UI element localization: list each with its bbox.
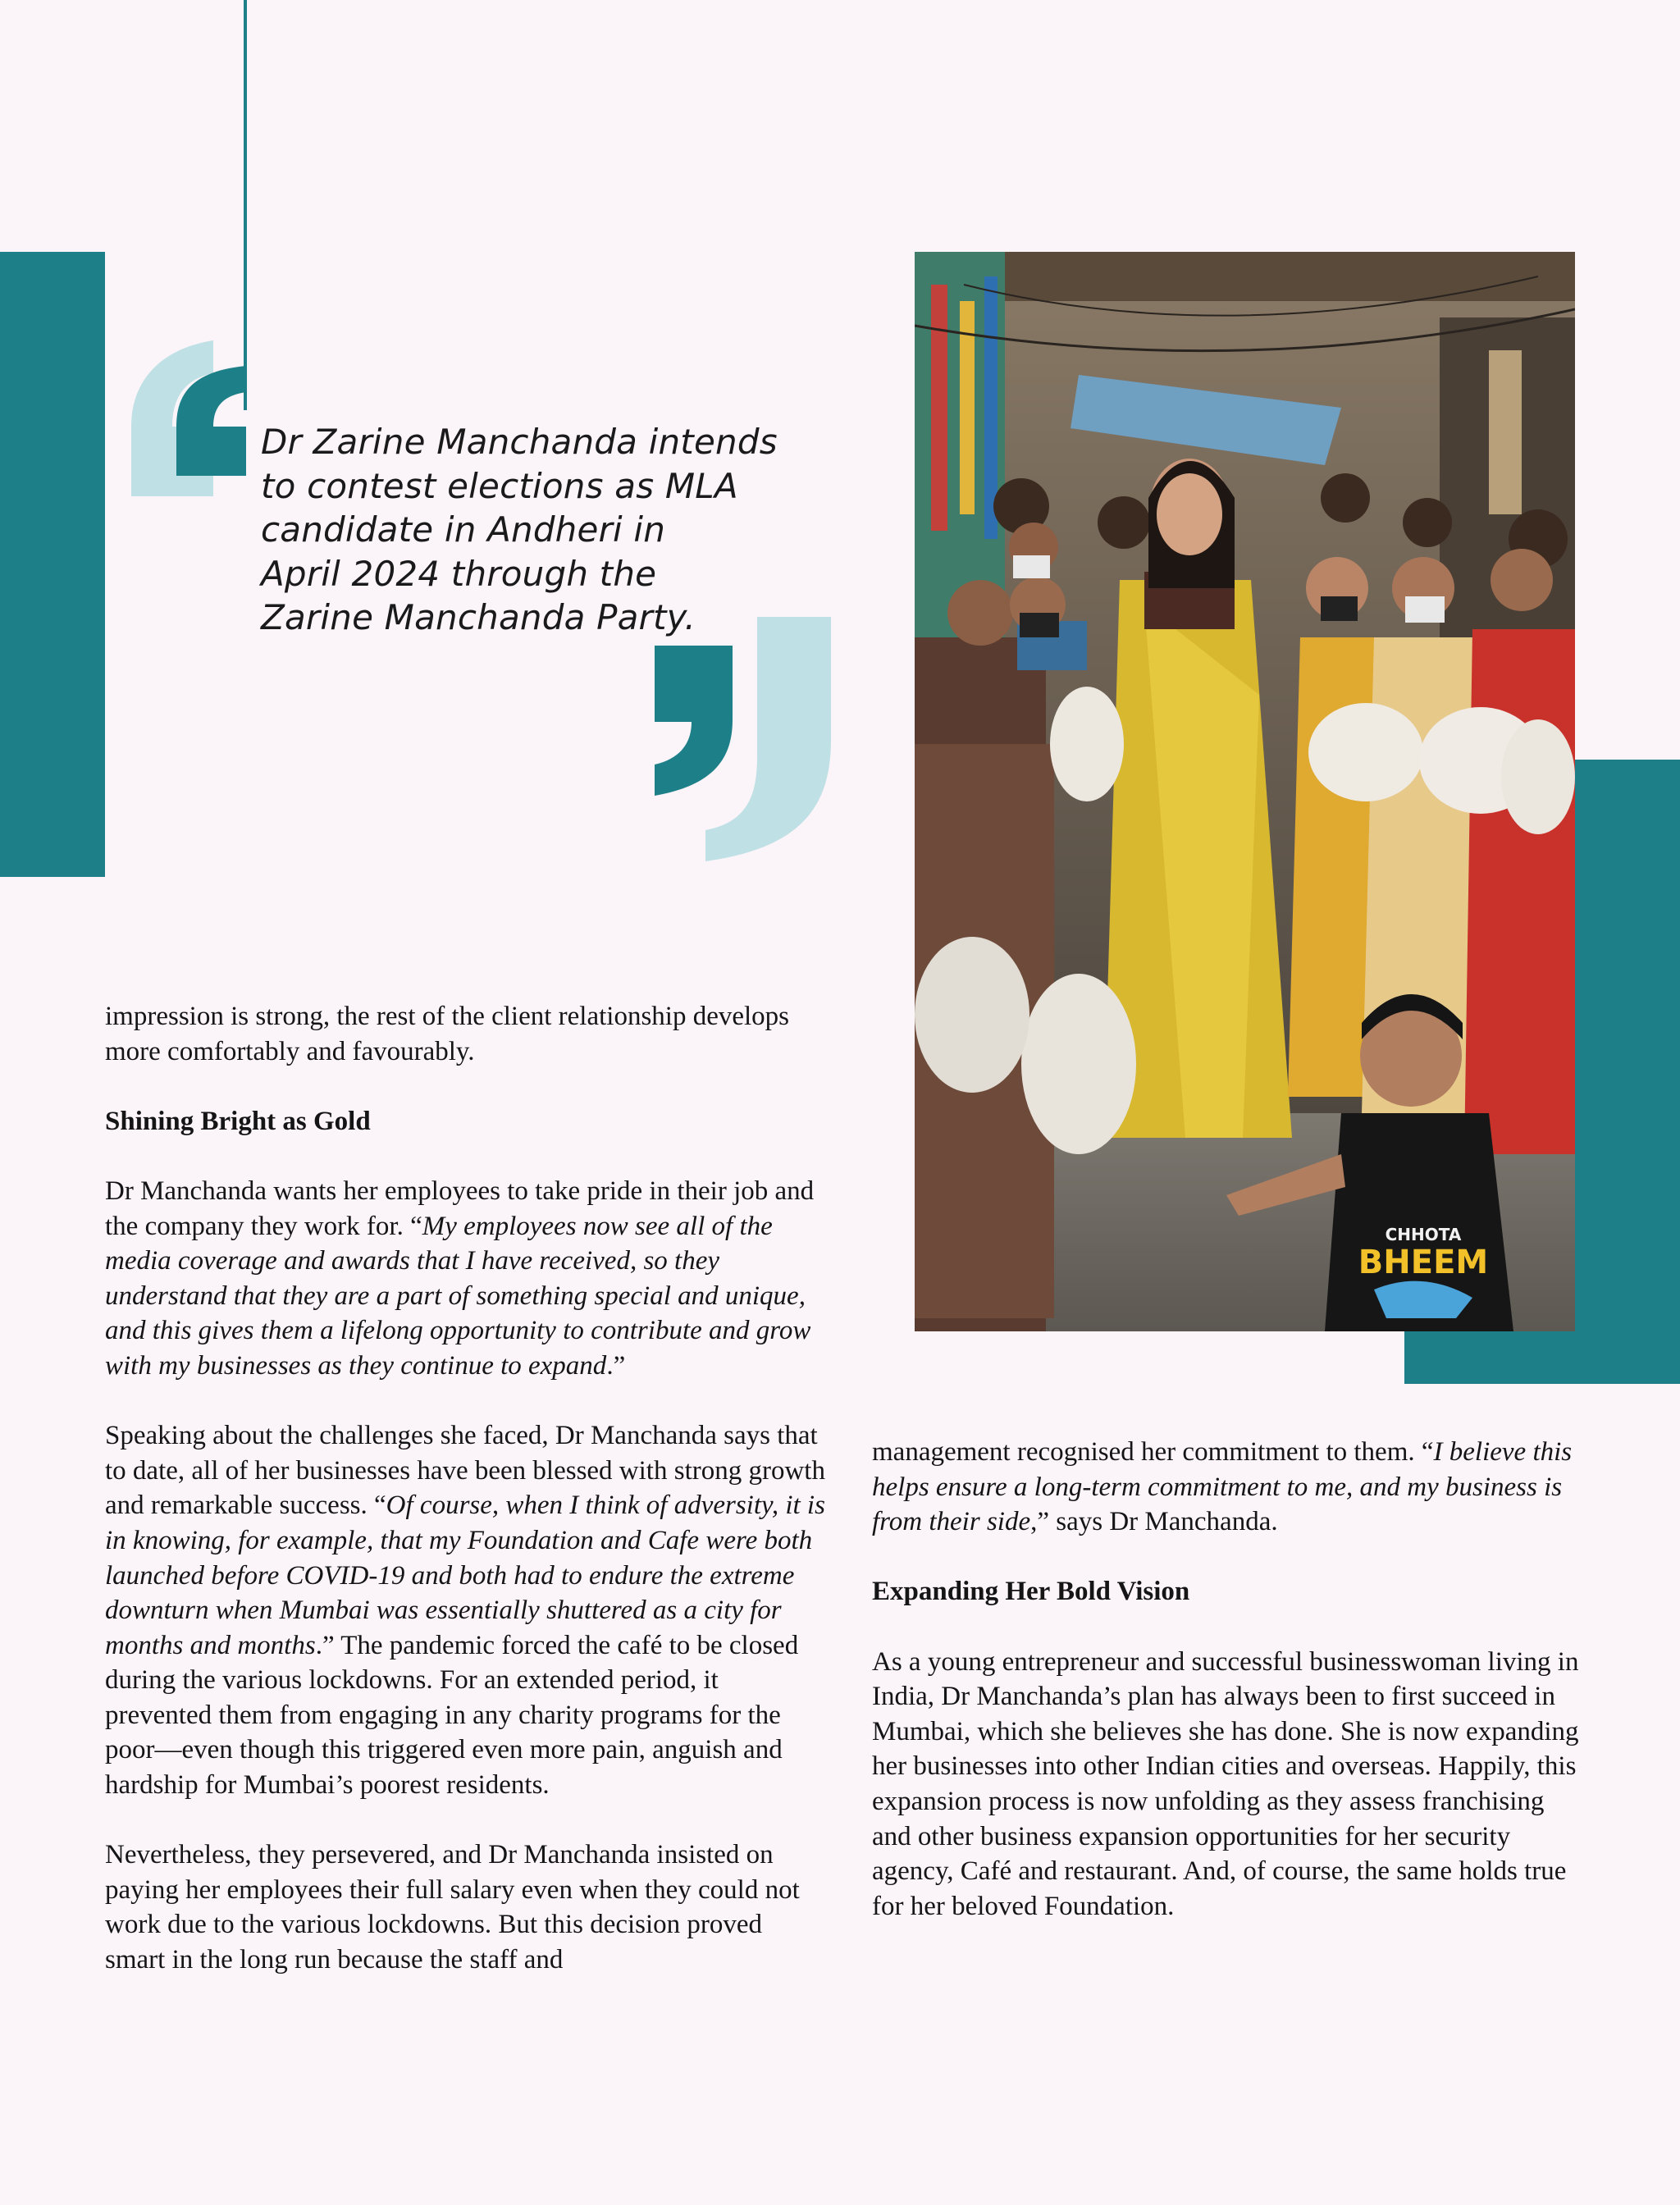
- paragraph: [105, 1418, 827, 1803]
- teal-bar-right: [1575, 760, 1680, 1384]
- close-quote-icon: [655, 617, 831, 863]
- text-run: .” The pandemic forced the café to be closed during the various lockdowns. For an extended period, it prevented them from engaging in any charity programs for the poor—even though this triggered even more pain, anguish and hardship for Mumbai’s poorest residents.: [105, 1630, 799, 1801]
- text-run: .”: [606, 1350, 626, 1381]
- pull-quote-line: candidate in Andheri in: [261, 509, 666, 550]
- text-run: management recognised her commitment to them. “: [872, 1437, 1434, 1467]
- quote-italic: I believe this helps ensure a long-term commitment to me, and my business is from their side: [872, 1437, 1573, 1537]
- paragraph: [105, 1174, 827, 1384]
- quote-italic: Of course, when I think of adversity, it is in knowing, for example, that my Foundation and Cafe were both launched before COVID-19 and both had to endure the extreme downturn when Mumbai was essentially shuttered as a city for months and months: [105, 1491, 825, 1660]
- pull-quote-line: April 2024 through the: [261, 553, 657, 594]
- paragraph: [872, 1435, 1586, 1540]
- open-quote-icon: [131, 336, 254, 500]
- pull-quote-line: Zarine Manchanda Party.: [261, 597, 696, 637]
- right-column: [872, 1435, 1586, 1959]
- paragraph: impression is strong, the rest of the client relationship develops more comfortably and favourably.: [105, 1002, 790, 1066]
- text-run: ,” says Dr Manchanda.: [1030, 1507, 1278, 1537]
- teal-bar-photo-bottom: [1404, 1331, 1680, 1384]
- text-run: Speaking about the challenges she faced, Dr Manchanda says that to date, all of her businesses have been blessed with strong growth and remarkable success. “: [105, 1421, 825, 1521]
- paragraph: Nevertheless, they persevered, and Dr Manchanda insisted on paying her employees their full salary even when they could not work due to the various lockdowns. But this decision proved smart in the long run because the staff and: [105, 1840, 800, 1975]
- pull-quote-line: to contest elections as MLA: [261, 465, 738, 506]
- pull-quote: [261, 420, 786, 640]
- section-heading: Expanding Her Bold Vision: [872, 1577, 1190, 1607]
- quote-italic: My employees now see all of the media coverage and awards that I have received, so they understand that they are a part of something special and unique, and this gives them a lifelong opportunity to contribute and grow with my businesses as they continue to expand: [105, 1211, 811, 1381]
- paragraph: As a young entrepreneur and successful businesswoman living in India, Dr Manchanda’s plan has always been to first succeed in Mumbai, which she believes she has done. She is now expanding her businesses into other Indian cities and overseas. Happily, this expansion process is now unfolding as they assess franchising and other business expansion opportunities for her security agency, Café and restaurant. And, of course, the same holds true for her beloved Foundation.: [872, 1646, 1579, 1921]
- text-run: Dr Manchanda wants her employees to take pride in their job and the company they work for. “: [105, 1176, 815, 1241]
- teal-bar-left: [0, 252, 105, 877]
- article-photo: [915, 252, 1575, 1331]
- photo-illustration: [915, 252, 1575, 1331]
- shirt-text-line1: CHHOTA: [1385, 1225, 1462, 1244]
- left-column: [105, 999, 827, 2012]
- shirt-text-line2: BHEEM: [1358, 1244, 1489, 1281]
- section-heading: Shining Bright as Gold: [105, 1106, 371, 1136]
- pull-quote-line: Dr Zarine Manchanda intends: [261, 422, 778, 462]
